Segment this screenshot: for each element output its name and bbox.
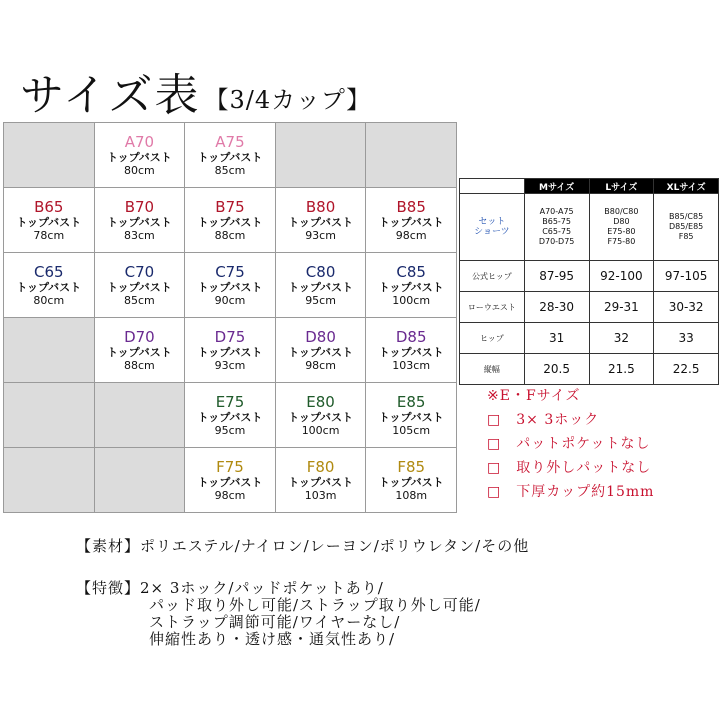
- size-cell: [94, 188, 185, 253]
- features-block: [76, 580, 481, 648]
- set-size-line: D85/E85: [668, 222, 704, 231]
- top-bust-value: 105cm: [392, 423, 431, 437]
- size-cell: [275, 383, 366, 448]
- top-bust-value: 100cm: [301, 423, 340, 437]
- set-size-line: B80/C80: [604, 207, 639, 216]
- size-grid-row: [4, 123, 457, 188]
- title-sub: 【3/4カップ】: [204, 86, 372, 114]
- size-cell: [185, 383, 276, 448]
- top-bust-label: トップバスト: [197, 280, 263, 294]
- size-grid-row: [4, 383, 457, 448]
- size-cell: [275, 253, 366, 318]
- size-cell-empty: [366, 123, 457, 188]
- title-main: サイズ表: [20, 70, 201, 121]
- size-cell: [185, 318, 276, 383]
- top-bust-label: トップバスト: [288, 345, 353, 359]
- header-blank: [460, 179, 525, 194]
- size-code: F80: [306, 457, 335, 476]
- top-bust-label: トップバスト: [288, 410, 353, 424]
- shorts-measure-row: [460, 261, 719, 292]
- size-header: Mサイズ: [524, 179, 589, 194]
- top-bust-label: トップバスト: [106, 215, 172, 229]
- measure-value: 87-95: [524, 261, 589, 292]
- size-cell: [366, 448, 457, 513]
- size-cell: [275, 188, 366, 253]
- size-code: B65: [34, 197, 64, 216]
- measure-label: ヒップ: [460, 323, 525, 354]
- top-bust-label: トップバスト: [197, 150, 263, 164]
- size-cell: [185, 448, 276, 513]
- set-size-line: F85: [678, 232, 694, 241]
- size-code: C65: [34, 262, 64, 281]
- measure-value: 22.5: [654, 354, 719, 385]
- measure-label: ローウエスト: [460, 292, 525, 323]
- measure-value: 33: [654, 323, 719, 354]
- set-sizes-cell: [524, 194, 589, 261]
- size-cell: [185, 188, 276, 253]
- ef-size-notes: [487, 384, 654, 504]
- top-bust-label: トップバスト: [378, 280, 444, 294]
- set-size-line: D80: [613, 217, 630, 226]
- size-code: C85: [396, 262, 426, 281]
- top-bust-value: 90cm: [214, 293, 246, 307]
- top-bust-label: トップバスト: [288, 475, 353, 489]
- note-item: □ 3× 3ホック: [487, 412, 600, 428]
- set-label-line: ショーツ: [474, 227, 510, 237]
- size-code: B75: [215, 197, 245, 216]
- note-item: □ 取り外しパットなし: [487, 460, 652, 476]
- size-cell-empty: [94, 383, 185, 448]
- top-bust-value: 103m: [304, 488, 337, 502]
- notes-heading: ※E・Fサイズ: [487, 388, 581, 404]
- size-code: B80: [305, 197, 336, 216]
- size-grid-row: [4, 188, 457, 253]
- size-cell-empty: [4, 448, 95, 513]
- size-code: D80: [305, 327, 336, 346]
- top-bust-label: トップバスト: [197, 345, 263, 359]
- top-bust-value: 98cm: [305, 358, 336, 372]
- top-bust-value: 98cm: [214, 488, 246, 502]
- top-bust-label: トップバスト: [378, 215, 444, 229]
- top-bust-value: 85cm: [214, 163, 246, 177]
- set-size-line: C65-75: [542, 227, 572, 236]
- size-cell: [366, 253, 457, 318]
- measure-value: 21.5: [589, 354, 654, 385]
- size-cell: [4, 253, 95, 318]
- size-code: A70: [124, 132, 155, 151]
- set-size-line: B65-75: [542, 217, 571, 226]
- set-label-line: セット: [478, 217, 506, 227]
- size-cell: [4, 188, 95, 253]
- set-size-line: A70-A75: [539, 207, 574, 216]
- size-cell: [275, 318, 366, 383]
- size-code: D75: [214, 327, 246, 346]
- measure-value: 92-100: [589, 261, 654, 292]
- top-bust-label: トップバスト: [16, 280, 82, 294]
- material-text: 【素材】ポリエステル/ナイロン/レーヨン/ポリウレタン/その他: [76, 537, 530, 555]
- measure-label: 縦幅: [460, 354, 525, 385]
- size-code: E80: [306, 392, 335, 411]
- size-cell: [94, 253, 185, 318]
- shorts-header-row: [460, 179, 719, 194]
- size-grid-row: [4, 253, 457, 318]
- top-bust-label: トップバスト: [197, 215, 263, 229]
- set-size-line: F75-80: [607, 237, 636, 246]
- top-bust-value: 100cm: [392, 293, 431, 307]
- top-bust-label: トップバスト: [288, 215, 353, 229]
- top-bust-label: トップバスト: [106, 150, 172, 164]
- top-bust-value: 98cm: [395, 228, 427, 242]
- page-title: [20, 68, 371, 120]
- top-bust-value: 85cm: [124, 293, 155, 307]
- size-header: Lサイズ: [589, 179, 654, 194]
- top-bust-label: トップバスト: [197, 475, 263, 489]
- top-bust-value: 95cm: [214, 423, 246, 437]
- size-cell-empty: [275, 123, 366, 188]
- top-bust-label: トップバスト: [378, 410, 444, 424]
- top-bust-label: トップバスト: [378, 345, 444, 359]
- size-code: C70: [124, 262, 155, 281]
- shorts-measure-row: [460, 323, 719, 354]
- size-cell-empty: [94, 448, 185, 513]
- top-bust-value: 95cm: [305, 293, 336, 307]
- top-bust-label: トップバスト: [106, 345, 172, 359]
- size-code: F85: [397, 457, 426, 476]
- set-size-line: E75-80: [607, 227, 636, 236]
- top-bust-label: トップバスト: [197, 410, 263, 424]
- size-cell: [94, 123, 185, 188]
- top-bust-value: 78cm: [33, 228, 65, 242]
- top-bust-value: 83cm: [124, 228, 155, 242]
- size-code: D70: [124, 327, 155, 346]
- measure-value: 20.5: [524, 354, 589, 385]
- top-bust-value: 108m: [395, 488, 428, 502]
- top-bust-label: トップバスト: [106, 280, 172, 294]
- set-sizes-cell: [589, 194, 654, 261]
- size-cell: [185, 123, 276, 188]
- top-bust-value: 88cm: [124, 358, 155, 372]
- size-grid-row: [4, 448, 457, 513]
- size-code: F75: [216, 457, 244, 476]
- features-first-line: 【特徴】2× 3ホック/パッドポケットあり/: [76, 579, 384, 597]
- measure-value: 32: [589, 323, 654, 354]
- size-cell: [366, 383, 457, 448]
- top-bust-value: 93cm: [214, 358, 246, 372]
- set-size-line: B85/C85: [669, 212, 704, 221]
- size-code: E85: [396, 392, 426, 411]
- size-cell: [366, 188, 457, 253]
- shorts-measure-row: [460, 354, 719, 385]
- size-code: E75: [215, 392, 245, 411]
- top-bust-value: 103cm: [392, 358, 431, 372]
- size-cell: [185, 253, 276, 318]
- shorts-size-table: [459, 178, 719, 385]
- size-grid: [3, 122, 457, 513]
- size-code: C80: [305, 262, 336, 281]
- measure-label: 公式ヒップ: [460, 261, 525, 292]
- size-code: B85: [396, 197, 426, 216]
- features-line: ストラップ調節可能/ワイヤーなし/: [149, 613, 401, 631]
- top-bust-label: トップバスト: [378, 475, 444, 489]
- size-cell: [275, 448, 366, 513]
- features-line: 伸縮性あり・透け感・通気性あり/: [149, 630, 396, 648]
- measure-value: 30-32: [654, 292, 719, 323]
- size-code: D85: [395, 327, 427, 346]
- measure-value: 97-105: [654, 261, 719, 292]
- set-sizes-cell: [654, 194, 719, 261]
- shorts-measure-row: [460, 292, 719, 323]
- size-grid-row: [4, 318, 457, 383]
- size-cell-empty: [4, 123, 95, 188]
- set-size-line: D70-D75: [538, 237, 575, 246]
- set-shorts-row: [460, 194, 719, 261]
- size-header: XLサイズ: [654, 179, 719, 194]
- size-cell-empty: [4, 318, 95, 383]
- size-cell-empty: [4, 383, 95, 448]
- size-code: B70: [124, 197, 155, 216]
- features-line: パッド取り外し可能/ストラップ取り外し可能/: [149, 596, 481, 614]
- top-bust-value: 80cm: [124, 163, 155, 177]
- top-bust-value: 80cm: [33, 293, 65, 307]
- size-cell: [366, 318, 457, 383]
- top-bust-value: 93cm: [305, 228, 336, 242]
- size-code: A75: [215, 132, 245, 151]
- top-bust-label: トップバスト: [16, 215, 82, 229]
- measure-value: 31: [524, 323, 589, 354]
- top-bust-value: 88cm: [214, 228, 246, 242]
- measure-value: 29-31: [589, 292, 654, 323]
- size-cell: [94, 318, 185, 383]
- note-item: □ 下厚カップ約15mm: [487, 484, 655, 500]
- measure-value: 28-30: [524, 292, 589, 323]
- note-item: □ パットポケットなし: [487, 436, 651, 452]
- set-shorts-label: [460, 194, 525, 261]
- size-code: C75: [215, 262, 245, 281]
- top-bust-label: トップバスト: [288, 280, 353, 294]
